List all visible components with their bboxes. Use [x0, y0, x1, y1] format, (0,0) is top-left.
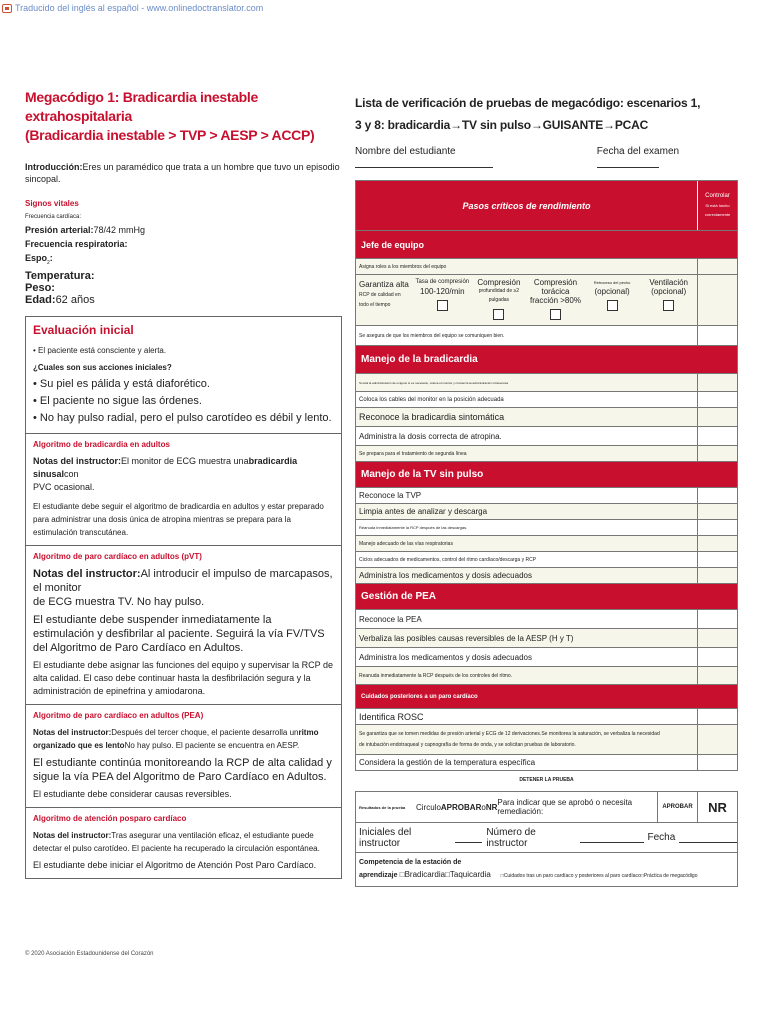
scenario-column: [25, 88, 342, 879]
student-name-line[interactable]: [355, 158, 493, 168]
table-row: [356, 666, 737, 684]
row-text: Administra la dosis correcta de atropina.: [359, 431, 502, 441]
post-arrest-heading: Algoritmo de atención posparo cardíaco: [33, 813, 187, 823]
student-info: [355, 146, 738, 168]
section-title: Gestión de PEA: [361, 591, 437, 602]
instructor-date-line[interactable]: [679, 833, 737, 843]
check-cell[interactable]: [697, 392, 737, 407]
notes-text: Después del tercer choque, el paciente desarrolla un: [111, 727, 299, 737]
table-row: [356, 426, 737, 445]
bradycardia-instructions: El estudiante debe seguir el algoritmo de bradicardia en adultos y estar preparado para administrar una dosis única de atropina mientras se prepara para la estimulación transcutánea.: [33, 501, 324, 537]
checklist-title-line2: 3 y 8: bradicardia→TV sin pulso→GUISANTE→PCAC: [355, 118, 649, 132]
translation-banner[interactable]: [0, 0, 263, 16]
check-cell[interactable]: [697, 488, 737, 503]
row-text: [356, 725, 697, 754]
copyright: © 2020 Asociación Estadounidense del Corazón: [25, 951, 154, 957]
check-cell[interactable]: [697, 709, 737, 724]
scenario-title-line2: (Bradicardia inestable > TVP > AESP > ACCP): [25, 127, 315, 143]
spo2-sub: 2: [47, 259, 50, 266]
section-pea: [356, 583, 737, 609]
heart-rate-label: Frecuencia cardíaca:: [25, 214, 82, 220]
resp-rate-label: Frecuencia respiratoria:: [25, 239, 128, 249]
row-text: Considera la gestión de la temperatura específica: [359, 758, 536, 767]
post-arrest-notes: [33, 829, 334, 855]
table-row: [356, 647, 737, 666]
table-row: [356, 407, 737, 426]
check-cell[interactable]: [697, 536, 737, 551]
check-cell[interactable]: [697, 648, 737, 666]
results-text: Para indicar que se aprobó o necesita remediación:: [497, 798, 633, 816]
vitals-heading: Signos vitales: [25, 199, 79, 208]
row-text: Reconoce la PEA: [359, 614, 422, 624]
check-cell[interactable]: [697, 629, 737, 647]
scenario-title: [25, 88, 342, 145]
student-name-field[interactable]: [355, 146, 587, 168]
row-text: Asigna roles a los miembros del equipo: [359, 263, 447, 270]
notes-text: No hay pulso. El paciente se encuentra en AESP.: [124, 740, 300, 750]
cpr-item-title: Compresión torácica: [533, 278, 578, 296]
competence-options: [359, 869, 734, 882]
control-header: [697, 181, 737, 230]
vital-signs: [25, 212, 342, 306]
check-cell[interactable]: [697, 520, 737, 535]
instructor-initials-label: Iniciales del instructor: [359, 826, 412, 849]
age-value: 62 años: [55, 293, 95, 306]
check-cell[interactable]: [697, 259, 737, 274]
section-title: Cuidados posteriores a un paro cardíaco: [361, 693, 478, 700]
notes-text: El monitor de ECG muestra una: [121, 455, 249, 466]
section-title: Manejo de la TV sin pulso: [361, 469, 484, 480]
row-text: Si está la administración de oxígeno si es necesario, coloca el monitor y comienza la administración intravenosa: [359, 380, 509, 385]
notes-text: PVC ocasional.: [33, 481, 95, 492]
table-row: [356, 325, 737, 345]
cpr-item-value: (opcional): [594, 287, 630, 296]
cpr-item-recoil: [584, 275, 641, 325]
initial-assessment-heading: Evaluación inicial: [33, 322, 134, 337]
instructor-number-label: Número de instructor: [486, 826, 536, 849]
vital-age: [25, 294, 342, 306]
cpr-item-value: 100-120/min: [420, 287, 465, 296]
results-label: Resultados de la prueba: [359, 804, 406, 810]
spo2-colon: :: [49, 253, 53, 263]
cpr-items: [414, 275, 697, 325]
cpr-label-main: Garantiza alta: [359, 280, 409, 289]
section-pulseless-vt: [356, 461, 737, 487]
cpr-item-value: profundidad de ≥2 pulgadas: [478, 288, 520, 303]
pvt-instructions-2: El estudiante debe asignar las funciones del equipo y supervisar la RCP de alta calidad. El caso debe continuar hasta la desfibrilación segura y la administración de epinefrina y amiodarona.: [33, 659, 334, 696]
check-cell[interactable]: [697, 610, 737, 628]
row-text: Administra los medicamentos y dosis adecuados: [359, 652, 532, 662]
assessment-bullet: • El paciente no sigue las órdenes.: [33, 394, 202, 407]
row-text: Ciclos adecuados de medicamentos, control del ritmo cardíaco/descarga y RCP: [359, 556, 537, 563]
notes-text: Tras asegurar una ventilación eficaz, el estudiante puede detectar el pulso carotídeo. El paciente ha recuperado la circulación espontánea.: [33, 830, 320, 853]
competence-title: Competencia de la estación de: [359, 859, 462, 866]
vital-resp-rate: [25, 237, 342, 251]
introduction: [25, 161, 342, 185]
pea-instructions-2: El estudiante debe considerar causas reversibles.: [33, 788, 232, 799]
cpr-item-title: Compresión: [477, 278, 521, 287]
check-cell[interactable]: [697, 725, 737, 754]
check-cell[interactable]: [697, 667, 737, 684]
checkbox[interactable]: [663, 300, 674, 311]
pea-heading: Algoritmo de paro cardíaco en adultos (PEA): [33, 710, 204, 720]
vital-weight: [25, 282, 342, 294]
competence-option-2[interactable]: □Cuidados tras un paro cardíaco y posteriores al paro cardíaco□Práctica de megacódigo: [500, 872, 698, 879]
age-label: Edad:: [25, 293, 56, 306]
assessment-bullet: • Su piel es pálida y está diaforético.: [33, 377, 210, 390]
cpr-item-rate: [414, 275, 471, 325]
temp-label: Temperatura:: [25, 269, 95, 282]
check-cell[interactable]: [697, 275, 737, 325]
pea-instructions: El estudiante continúa monitoreando la RCP de alta calidad y sigue la vía PEA del Algoritmo de Paro Cardíaco en Adultos.: [33, 756, 332, 783]
check-cell[interactable]: [697, 427, 737, 445]
check-cell[interactable]: [697, 568, 737, 583]
check-cell[interactable]: [697, 504, 737, 519]
intro-label: Introducción:: [25, 162, 83, 172]
notes-emphasis: bradicardia sinusal: [33, 455, 298, 479]
row-text: Se prepara para el tratamiento de segunda línea: [359, 450, 467, 457]
pvt-instructions: El estudiante debe suspender inmediatamente la estimulación y desfibrilar al paciente. Seguirá la vía FV/TVS del Algoritmo de Paro Cardíaco en Adultos.: [33, 613, 325, 654]
bradycardia-section: [26, 434, 341, 546]
table-row: [356, 373, 737, 391]
table-row: [356, 609, 737, 628]
control-label: Controlar: [705, 193, 730, 199]
cpr-item-fraction: [527, 275, 584, 325]
section-title: Jefe de equipo: [361, 239, 425, 250]
table-row: [356, 754, 737, 770]
table-header: [356, 181, 737, 230]
vital-spo2: [25, 251, 342, 270]
results-pass-word: APROBAR: [440, 802, 482, 812]
weight-label: Peso:: [25, 281, 55, 294]
row-text: Reanuda inmediatamente la RCP después de los controles del ritmo.: [359, 672, 513, 679]
scenario-title-line1: Megacódigo 1: Bradicardia inestable extrahospitalaria: [25, 89, 259, 124]
post-arrest-instructions: El estudiante debe iniciar el Algoritmo de Atención Post Paro Cardíaco.: [33, 859, 317, 870]
checkbox[interactable]: [607, 300, 618, 311]
table-row: [356, 503, 737, 519]
instructor-number-line[interactable]: [580, 833, 643, 843]
row-text: Reconoce la bradicardia sintomática: [359, 412, 505, 422]
checklist-title: [355, 92, 738, 136]
row-text: Administra los medicamentos y dosis adecuados: [359, 571, 532, 580]
cpr-item-title: Retroceso del pecho: [593, 280, 631, 285]
cpr-item-title: Tasa de compresión: [415, 279, 470, 285]
table-row: [356, 567, 737, 583]
table-row: [356, 445, 737, 461]
bp-label: Presión arterial:: [25, 225, 94, 235]
translation-banner-text[interactable]: Traducido del inglés al español - www.onlinedoctranslator.com: [15, 3, 264, 13]
checklist-column: [355, 92, 738, 887]
pvt-heading: Algoritmo de paro cardíaco en adultos (pVT): [33, 551, 202, 561]
notes-label: Notas del instructor:: [33, 727, 112, 737]
check-cell[interactable]: [697, 755, 737, 770]
check-cell[interactable]: [697, 408, 737, 426]
bp-value: 78/42 mmHg: [93, 225, 146, 235]
table-row: [356, 391, 737, 407]
checkbox[interactable]: [550, 309, 561, 320]
cpr-item-ventilation: [640, 275, 697, 325]
spo2-label: Espo: [25, 253, 48, 263]
pvt-notes: [33, 567, 334, 609]
results-instructions: [416, 792, 657, 822]
results-nr-word: NR: [485, 802, 498, 812]
table-row: [356, 535, 737, 551]
row-text: Coloca los cables del monitor en la posición adecuada: [359, 396, 504, 403]
instructor-date-label: Fecha: [647, 832, 676, 843]
results-text: o: [481, 802, 486, 812]
table-row: [356, 724, 737, 754]
competence-option-1[interactable]: □Bradicardia□Taquicardia: [399, 870, 491, 879]
notes-text: de ECG muestra TV. No hay pulso.: [33, 595, 205, 608]
control-sublabel: Si está hecho correctamente: [704, 203, 731, 217]
instructor-initials-line[interactable]: [455, 833, 482, 843]
table-row: [356, 551, 737, 567]
competence-title-2: aprendizaje: [359, 872, 398, 879]
check-cell[interactable]: [697, 326, 737, 345]
notes-label: Notas del instructor:: [33, 830, 112, 840]
notes-label: Notas del instructor:: [33, 567, 141, 580]
table-row: [356, 708, 737, 724]
row-text-line: de intubación endotraqueal y capnografía de forma de onda, y se solicitan pruebas de laboratorio.: [359, 741, 576, 748]
pea-section: [26, 705, 341, 808]
cpr-item-value: (opcional): [651, 287, 687, 296]
table-header-title: Pasos críticos de rendimiento: [462, 200, 591, 211]
cpr-item-value: fracción >80%: [530, 296, 581, 305]
assessment-bullet: • El paciente está consciente y alerta.: [33, 345, 167, 355]
table-row: [356, 487, 737, 503]
check-cell[interactable]: [697, 446, 737, 461]
row-text: Limpia antes de analizar y descarga: [359, 507, 488, 516]
assessment-bullet: • No hay pulso radial, pero el pulso carotídeo es débil y lento.: [33, 411, 332, 424]
check-cell[interactable]: [697, 374, 737, 391]
cpr-item-depth: [471, 275, 528, 325]
section-post-arrest: [356, 684, 737, 708]
table-row: [356, 258, 737, 274]
checklist-title-line1: Lista de verificación de pruebas de megacódigo: escenarios 1,: [355, 96, 701, 110]
notes-label: Notas del instructor:: [33, 455, 122, 466]
checkbox[interactable]: [493, 309, 504, 320]
competence-row: [355, 853, 738, 887]
notes-text: Al introducir el impulso de marcapasos, el monitor: [33, 567, 333, 594]
exam-date-line[interactable]: [597, 158, 659, 168]
exam-date-label: Fecha del examen: [596, 146, 680, 157]
scenario-box: [25, 316, 342, 879]
row-text-line: Se garantiza que se tomen medidas de presión arterial y ECG de 12 derivaciones.Se monitorea la saturación, se verbaliza la necesidad: [359, 730, 660, 737]
table-row: [356, 628, 737, 647]
pass-option[interactable]: APROBAR: [657, 792, 697, 822]
vital-blood-pressure: [25, 223, 342, 237]
bradycardia-heading: Algoritmo de bradicardia en adultos: [33, 439, 170, 449]
pea-notes: [33, 726, 334, 752]
results-text: Circulo: [416, 802, 441, 812]
post-arrest-section: [26, 808, 341, 878]
row-text: Reanuda inmediatamente la RCP después de las descargas.: [359, 525, 468, 530]
pvt-section: [26, 546, 341, 705]
notes-text: con: [64, 468, 79, 479]
instructor-row: [355, 823, 738, 853]
initial-assessment: [26, 317, 341, 434]
row-text: Verbaliza las posibles causas reversibles de la AESP (H y T): [359, 633, 574, 643]
section-team-leader: [356, 230, 737, 258]
exam-date-field[interactable]: [597, 146, 738, 168]
vital-heart-rate: [25, 212, 342, 223]
row-text: Manejo adecuado de las vías respiratorias: [359, 540, 453, 547]
nr-option[interactable]: NR: [697, 792, 737, 822]
section-title: Manejo de la bradicardia: [361, 354, 478, 365]
intro-text: Eres un paramédico que trata a un hombre que tuvo un episodio sincopal.: [25, 162, 340, 184]
student-name-label: Nombre del estudiante: [355, 146, 456, 157]
cpr-quality-row: [356, 274, 737, 325]
row-text: Reconoce la TVP: [359, 491, 422, 500]
notes-emphasis: ritmo organizado que es lento: [33, 727, 319, 750]
vital-temperature: [25, 270, 342, 282]
assessment-question: ¿Cuales son sus acciones iniciales?: [33, 362, 172, 372]
test-results-row: [355, 791, 738, 823]
checklist-table: [355, 180, 738, 771]
section-bradycardia: [356, 345, 737, 373]
table-row: [356, 519, 737, 535]
checkbox[interactable]: [437, 300, 448, 311]
cpr-label-sub: RCP de calidad en todo el tiempo: [359, 292, 401, 308]
row-text: Se asegura de que los miembros del equipo se comuniquen bien.: [359, 332, 505, 339]
cpr-quality-label: [356, 275, 414, 325]
translate-icon: [2, 4, 12, 13]
cpr-item-title: Ventilación: [649, 278, 689, 287]
bradycardia-notes: [33, 455, 334, 494]
stop-test-label: DETENER LA PRUEBA: [519, 777, 574, 783]
row-text: Identifica ROSC: [359, 711, 424, 722]
check-cell[interactable]: [697, 552, 737, 567]
